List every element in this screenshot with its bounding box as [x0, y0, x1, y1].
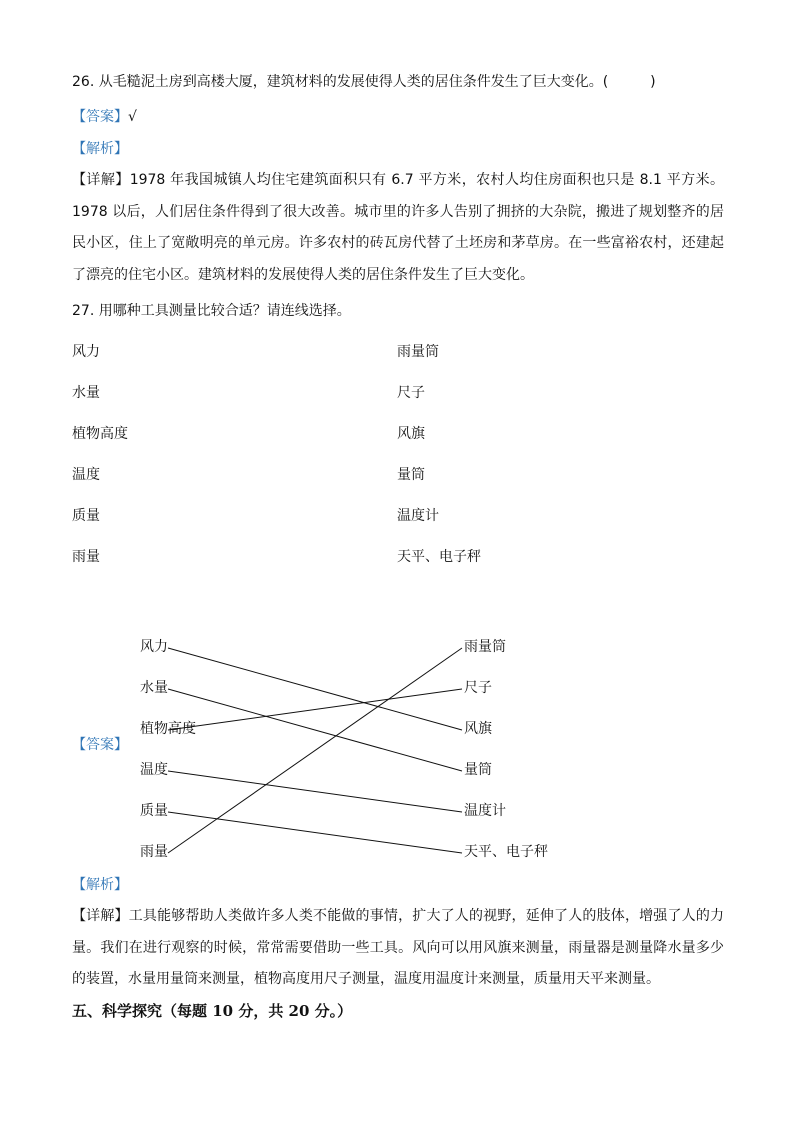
q27-detail-text: 工具能够帮助人类做许多人类不能做的事情，扩大了人的视野，延伸了人的肢体，增强了人的力量。我们在进行观察的时候，常常需要借助一些工具。风向可以用风旗来测量，雨量器是测量降水量多少的装置，水量用量筒来测量，植物高度用尺子测量，温度用温度计来测量，质量用天平来测量。	[72, 908, 725, 987]
q26-answer-mark: √	[128, 109, 137, 125]
q27-right-item: 风旗	[397, 426, 425, 442]
diagram-right-label: 尺子	[464, 680, 492, 696]
q27-left-item: 水量	[72, 385, 100, 401]
q27-left-item: 质量	[72, 508, 100, 524]
match-line	[168, 689, 462, 730]
diagram-left-label: 风力	[140, 639, 168, 655]
match-line	[168, 648, 462, 730]
q27-left-item: 雨量	[72, 549, 100, 565]
q27-left-item: 风力	[72, 344, 100, 360]
q27-answer-tag: 【答案】	[72, 737, 128, 753]
q26-detail-text: 1978 年我国城镇人均住宅建筑面积只有 6.7 平方米，农村人均住房面积也只是 8.1 平方米。1978 以后，人们居住条件得到了很大改善。城市里的许多人告别了拥挤的大杂院，搬进了规划整齐的居民小区，住上了宽敞明亮的单元房。许多农村的砖瓦房代替了土坯房和茅草房。在一些富裕农村，还建起了漂亮的住宅小区。建筑材料的发展使得人类的居住条件发生了巨大变化。	[72, 172, 724, 283]
match-line	[168, 689, 462, 771]
q27-detail-tag: 【详解】	[72, 908, 129, 924]
q26-analysis-tag: 【解析】	[72, 141, 128, 157]
diagram-right-label: 风旗	[464, 721, 492, 737]
diagram-left-label: 温度	[140, 762, 168, 778]
match-line	[168, 812, 462, 853]
q27-right-item: 温度计	[397, 508, 439, 524]
q27-analysis-tag: 【解析】	[72, 877, 128, 893]
diagram-left-label: 质量	[140, 803, 168, 819]
diagram-left-label: 雨量	[140, 844, 168, 860]
q27-right-item: 天平、电子秤	[397, 549, 481, 565]
match-line	[168, 648, 462, 853]
q27-detail	[72, 901, 724, 996]
q27-question: 27. 用哪种工具测量比较合适？请连线选择。	[72, 303, 351, 319]
q26-detail-tag: 【详解】	[72, 172, 130, 188]
q27-right-item: 量筒	[397, 467, 425, 483]
diagram-right-label: 天平、电子秤	[464, 844, 548, 860]
q27-right-item: 雨量筒	[397, 344, 439, 360]
q27-left-item: 温度	[72, 467, 100, 483]
section-5-title: 五、科学探究（每题 10 分，共 20 分。）	[72, 1002, 353, 1020]
q27-left-item: 植物高度	[72, 426, 128, 442]
diagram-left-label: 水量	[140, 680, 168, 696]
diagram-right-label: 雨量筒	[464, 639, 506, 655]
q26-answer-tag: 【答案】	[72, 109, 128, 125]
q26-question: 26. 从毛糙泥土房到高楼大厦，建筑材料的发展使得人类的居住条件发生了巨大变化。( )	[72, 74, 656, 90]
diagram-right-label: 温度计	[464, 803, 506, 819]
match-line	[168, 771, 462, 812]
diagram-right-label: 量筒	[464, 762, 492, 778]
q27-right-item: 尺子	[397, 385, 425, 401]
diagram-left-label: 植物高度	[140, 721, 196, 737]
